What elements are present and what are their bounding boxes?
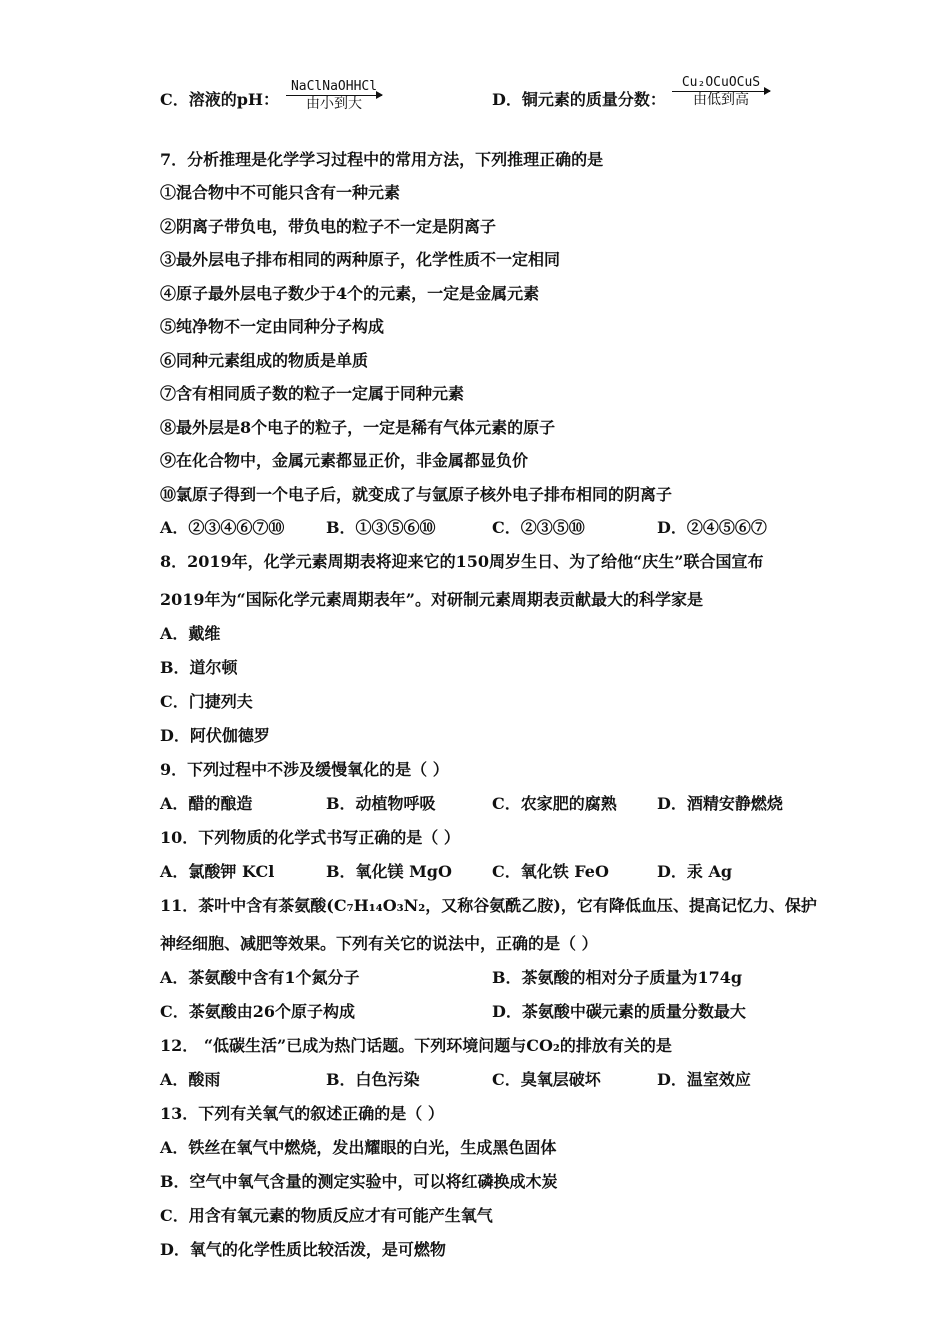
q7-item: ⑦含有相同质子数的粒子一定属于同种元素	[160, 384, 465, 403]
q7-item: ⑧最外层是8个电子的粒子，一定是稀有气体元素的原子	[160, 418, 556, 437]
q9-option-a[interactable]: A．醋的酿造	[160, 794, 253, 813]
q9-stem: 9．下列过程中不涉及缓慢氧化的是（ ）	[160, 760, 449, 779]
arrow-icon	[672, 91, 770, 92]
q13-option-a[interactable]: A．铁丝在氧气中燃烧，发出耀眼的白光，生成黑色固体	[160, 1138, 557, 1157]
q7-option-b[interactable]: B．①③⑤⑥⑩	[326, 518, 436, 537]
q13-option-b[interactable]: B．空气中氧气含量的测定实验中，可以将红磷换成木炭	[160, 1172, 558, 1191]
q8-option-b[interactable]: B．道尔顿	[160, 658, 238, 677]
q10-option-b[interactable]: B．氧化镁 MgO	[326, 862, 452, 881]
q7-option-d[interactable]: D．②④⑤⑥⑦	[657, 518, 767, 537]
q11-option-d[interactable]: D．茶氨酸中碳元素的质量分数最大	[492, 1002, 746, 1021]
q8-option-d[interactable]: D．阿伏伽德罗	[160, 726, 270, 745]
q7-item: ④原子最外层电子数少于4个的元素，一定是金属元素	[160, 284, 540, 303]
q7-item: ①混合物中不可能只含有一种元素	[160, 183, 401, 202]
q11-option-a[interactable]: A．茶氨酸中含有1个氮分子	[160, 968, 360, 987]
q9-option-c[interactable]: C．农家肥的腐熟	[492, 794, 617, 813]
arrow-icon	[286, 95, 382, 96]
q6-option-c-arrow-top: NaClNaOHHCl	[290, 79, 378, 94]
q9-option-d[interactable]: D．酒精安静燃烧	[657, 794, 783, 813]
q10-option-a[interactable]: A．氯酸钾 KCl	[160, 862, 275, 881]
q12-option-d[interactable]: D．温室效应	[657, 1070, 751, 1089]
q12-option-b[interactable]: B．白色污染	[326, 1070, 420, 1089]
q8-stem-line2: 2019年为“国际化学元素周期表年”。对研制元素周期表贡献最大的科学家是	[160, 590, 703, 609]
q13-option-c[interactable]: C．用含有氧元素的物质反应才有可能产生氧气	[160, 1206, 493, 1225]
q12-option-c[interactable]: C．臭氧层破坏	[492, 1070, 601, 1089]
q8-option-c[interactable]: C．门捷列夫	[160, 692, 253, 711]
q10-option-d[interactable]: D．汞 Ag	[657, 862, 733, 881]
q11-stem-line2: 神经细胞、减肥等效果。下列有关它的说法中，正确的是（ ）	[160, 934, 598, 953]
q7-item: ②阴离子带负电，带负电的粒子不一定是阴离子	[160, 217, 497, 236]
q6-option-d-arrow-bottom: 由低到高	[693, 92, 749, 108]
q13-stem: 13．下列有关氧气的叙述正确的是（ ）	[160, 1104, 444, 1123]
q7-item: ⑤纯净物不一定由同种分子构成	[160, 317, 385, 336]
q6-option-d-label: D．铜元素的质量分数：	[492, 90, 666, 109]
q12-option-a[interactable]: A．酸雨	[160, 1070, 221, 1089]
q6-option-c-arrow	[286, 80, 382, 112]
q7-item: ③最外层电子排布相同的两种原子，化学性质不一定相同	[160, 250, 561, 269]
q7-item: ⑩氯原子得到一个电子后，就变成了与氩原子核外电子排布相同的阴离子	[160, 485, 673, 504]
q7-stem: 7．分析推理是化学学习过程中的常用方法，下列推理正确的是	[160, 150, 604, 169]
q11-option-b[interactable]: B．茶氨酸的相对分子质量为174g	[492, 968, 743, 987]
q7-item: ⑨在化合物中，金属元素都显正价，非金属都显负价	[160, 451, 529, 470]
q12-stem: 12． “低碳生活”已成为热门话题。下列环境问题与CO₂的排放有关的是	[160, 1036, 672, 1055]
q6-option-d-arrow-top: Cu₂OCuOCuS	[681, 75, 761, 90]
q6-option-c-arrow-bottom: 由小到大	[306, 96, 362, 112]
q8-stem-line1: 8．2019年，化学元素周期表将迎来它的150周岁生日、为了给他“庆生”联合国宣布	[160, 552, 764, 571]
q7-option-c[interactable]: C．②③⑤⑩	[492, 518, 585, 537]
q9-option-b[interactable]: B．动植物呼吸	[326, 794, 436, 813]
q7-item: ⑥同种元素组成的物质是单质	[160, 351, 369, 370]
q7-option-a[interactable]: A．②③④⑥⑦⑩	[160, 518, 285, 537]
q13-option-d[interactable]: D．氧气的化学性质比较活泼，是可燃物	[160, 1240, 446, 1259]
q11-stem-line1: 11．茶叶中含有茶氨酸(C₇H₁₄O₃N₂，又称谷氨酰乙胺)，它有降低血压、提高记忆力、保护	[160, 896, 817, 915]
q6-option-d-arrow	[672, 76, 770, 108]
q10-option-c[interactable]: C．氧化铁 FeO	[492, 862, 609, 881]
q6-option-c-label: C．溶液的pH：	[160, 90, 280, 109]
q10-stem: 10．下列物质的化学式书写正确的是（ ）	[160, 828, 460, 847]
q8-option-a[interactable]: A．戴维	[160, 624, 221, 643]
q11-option-c[interactable]: C．茶氨酸由26个原子构成	[160, 1002, 356, 1021]
